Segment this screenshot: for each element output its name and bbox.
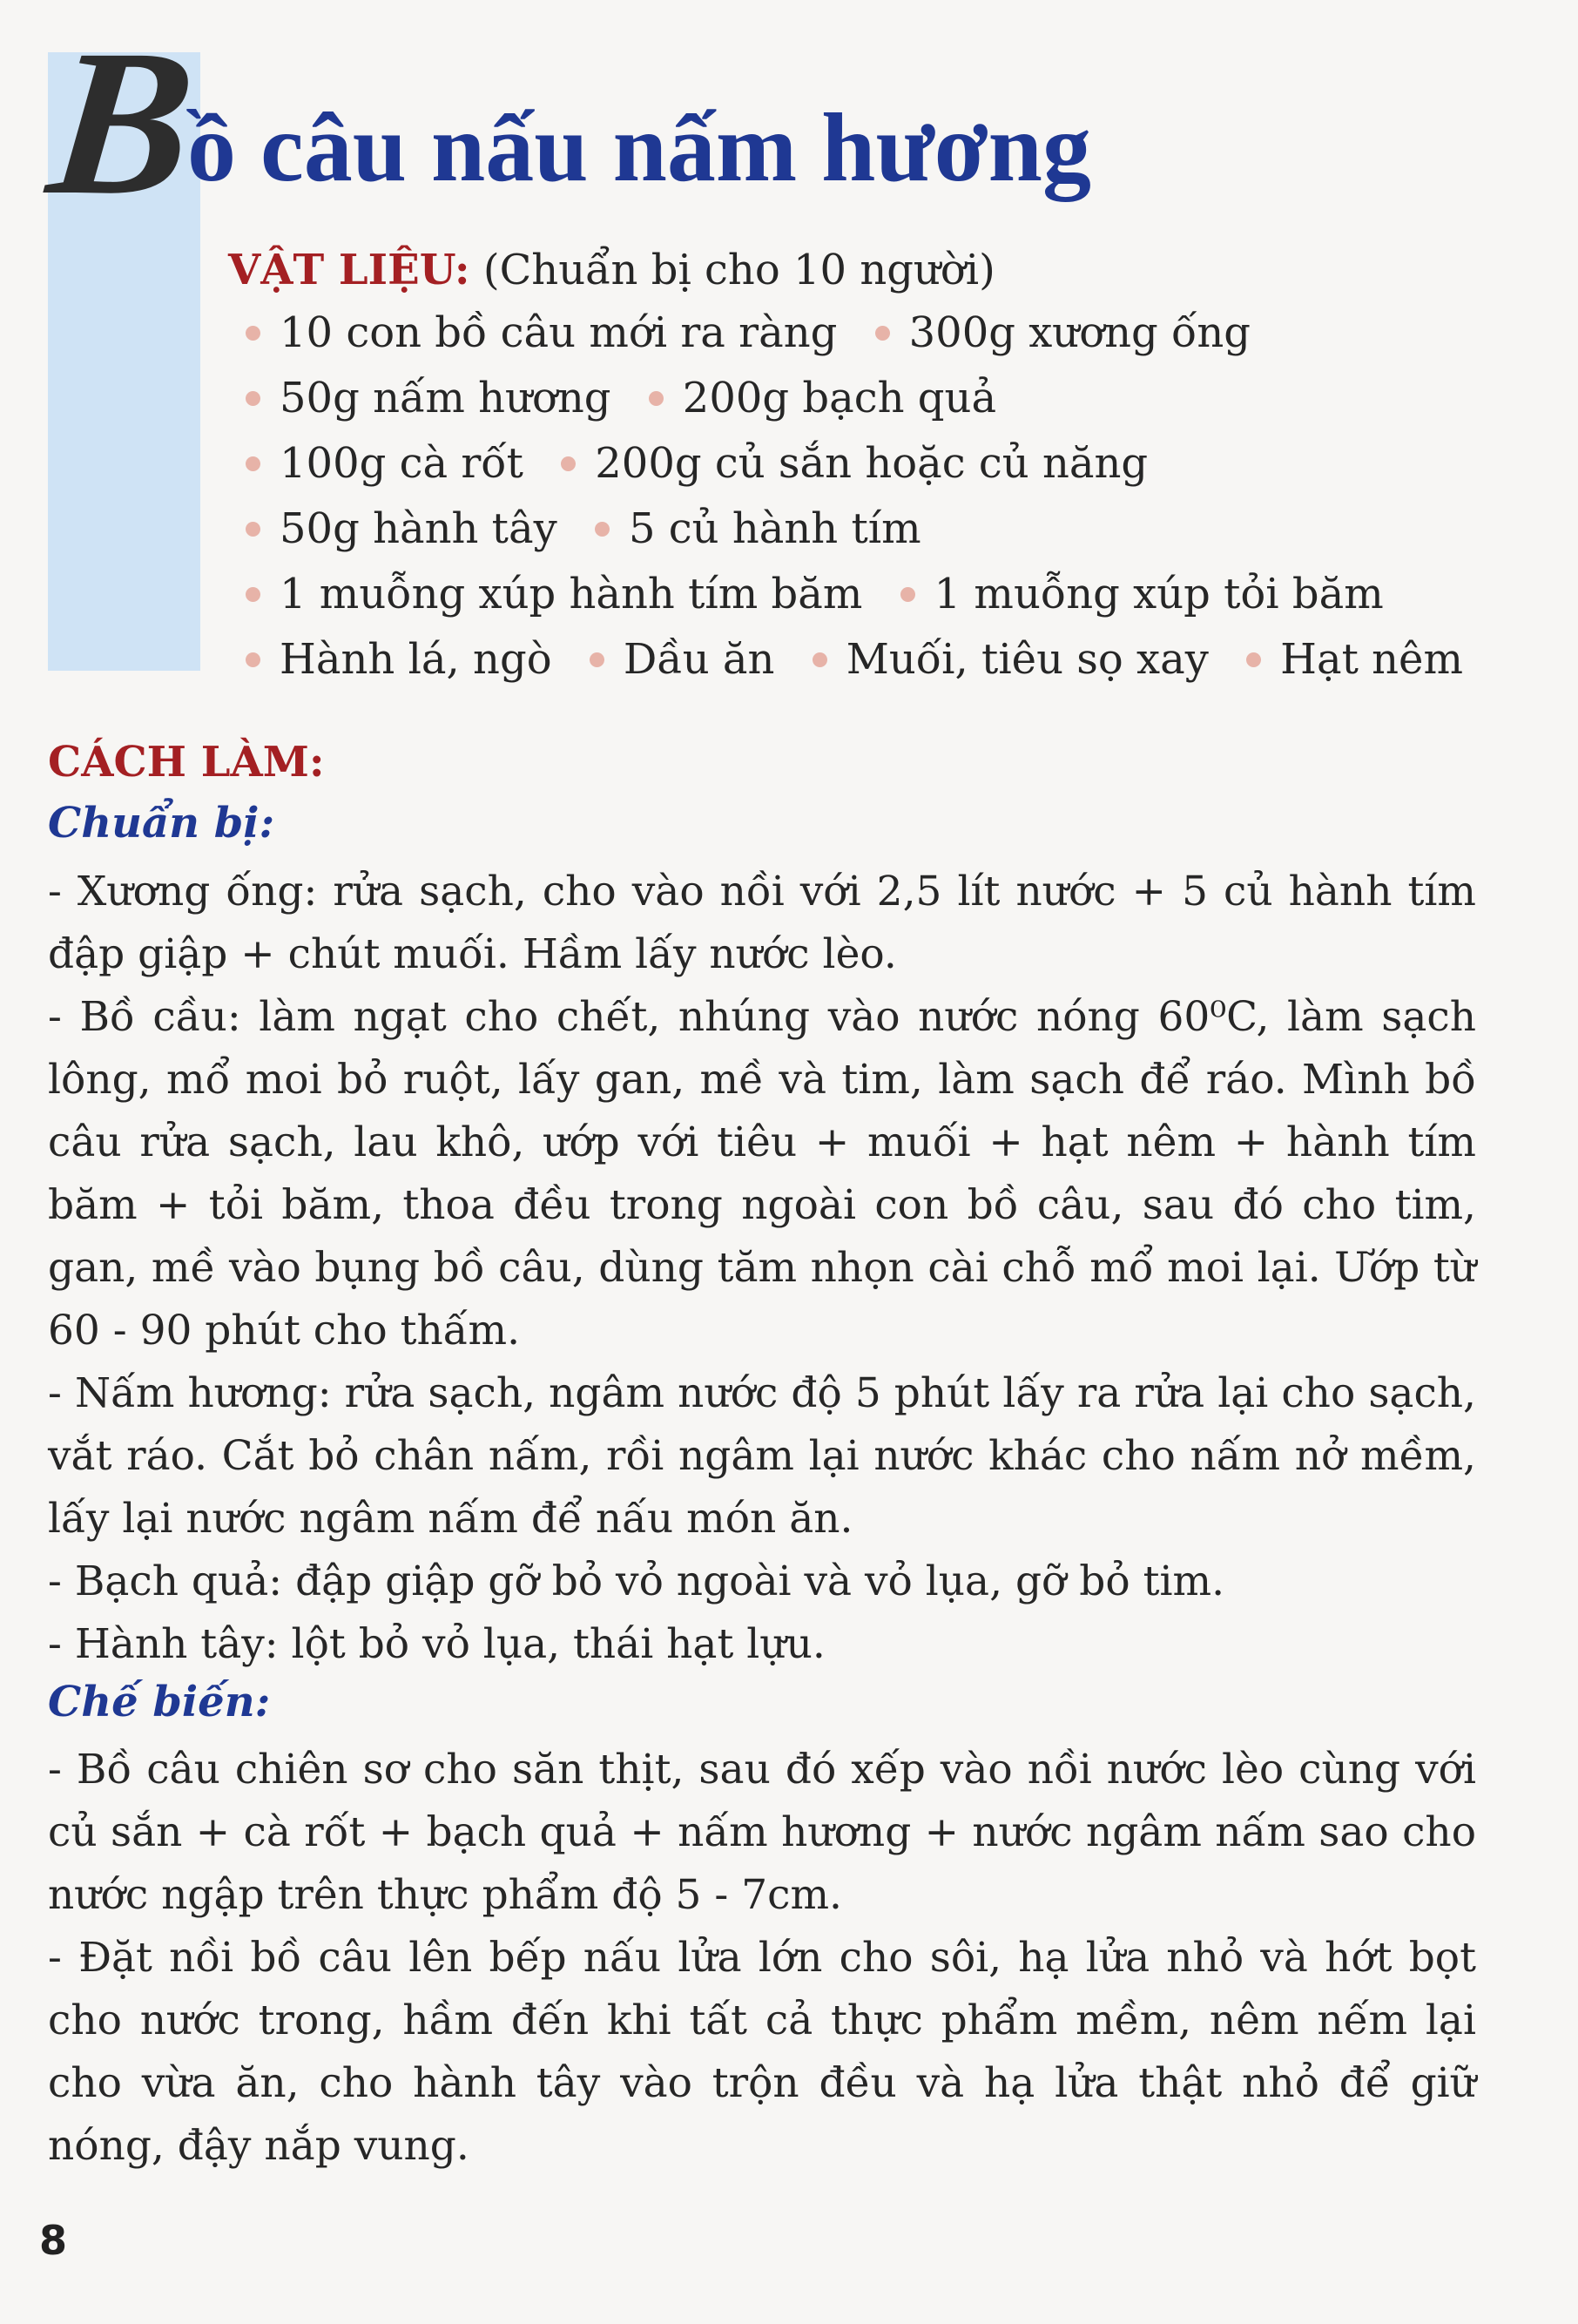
bullet-icon: [246, 456, 260, 471]
materials-heading: [228, 244, 995, 296]
ingredient-row: [246, 372, 996, 424]
cook-heading: Chế biến:: [48, 1678, 271, 1726]
ingredient-row: [246, 633, 1463, 686]
bullet-icon: [649, 391, 664, 406]
prep-step: - Nấm hương: rửa sạch, ngâm nước độ 5 phút lấy ra rửa lại cho sạch, vắt ráo. Cắt bỏ chân nấm, rồi ngâm lại nước khác cho nấm nở mềm, lấy lại nước ngâm nấm để nấu món ăn.: [48, 1369, 1476, 1543]
ingredient-item: 300g xương ống: [851, 307, 1251, 359]
ingredient-row: [246, 437, 1148, 490]
bullet-icon: [595, 522, 610, 537]
ingredient-item: Dầu ăn: [565, 633, 775, 686]
prep-step: - Xương ống: rửa sạch, cho vào nồi với 2,5 lít nước + 5 củ hành tím đập giập + chút muối. Hầm lấy nước lèo.: [48, 868, 1476, 978]
materials-label: VẬT LIỆU:: [228, 246, 470, 294]
prep-heading: Chuẩn bị:: [48, 799, 275, 848]
cook-step: - Bồ câu chiên sơ cho săn thịt, sau đó xếp vào nồi nước lèo cùng với củ sắn + cà rốt + bạch quả + nấm hương + nước ngâm nấm sao cho nước ngập trên thực phẩm độ 5 - 7cm.: [48, 1746, 1476, 1919]
ingredient-item: 200g bạch quả: [624, 372, 996, 424]
ingredient-item: 5 củ hành tím: [570, 503, 921, 555]
ingredient-item: 100g cà rốt: [246, 437, 523, 490]
ingredient-row: [246, 503, 921, 555]
prep-step: - Bồ cầu: làm ngạt cho chết, nhúng vào nước nóng 60⁰C, làm sạch lông, mổ moi bỏ ruột, lấy gan, mề và tim, làm sạch để ráo. Mình bồ câu rửa sạch, lau khô, ướp với tiêu + muối + hạt nêm + hành tím băm + tỏi băm, thoa đều trong ngoài con bồ câu, sau đó cho tim, gan, mề vào bụng bồ câu, dùng tăm nhọn cài chỗ mổ moi lại. Ướp từ 60 - 90 phút cho thấm.: [48, 993, 1476, 1355]
ingredient-row: [246, 568, 1384, 620]
ingredient-item: 50g nấm hương: [246, 372, 611, 424]
ingredient-item: 1 muỗng xúp hành tím băm: [246, 568, 862, 620]
cook-step: - Đặt nồi bồ câu lên bếp nấu lửa lớn cho sôi, hạ lửa nhỏ và hớt bọt cho nước trong, hầm đến khi tất cả thực phẩm mềm, nêm nếm lại cho vừa ăn, cho hành tây vào trộn đều và hạ lửa thật nhỏ để giữ nóng, đậy nắp vung.: [48, 1934, 1476, 2170]
bullet-icon: [590, 652, 604, 667]
bullet-icon: [875, 326, 890, 341]
prep-step: - Bạch quả: đập giập gỡ bỏ vỏ ngoài và vỏ lụa, gỡ bỏ tim.: [48, 1557, 1225, 1605]
page-number: 8: [39, 2217, 68, 2264]
page-title: ồ câu nấu nấm hương: [187, 94, 1091, 202]
ingredient-item: 1 muỗng xúp tỏi băm: [876, 568, 1384, 620]
ingredient-item: 50g hành tây: [246, 503, 557, 555]
ingredient-item: Muối, tiêu sọ xay: [788, 633, 1209, 686]
prep-step: - Hành tây: lột bỏ vỏ lụa, thái hạt lựu.: [48, 1620, 826, 1668]
bullet-icon: [561, 456, 576, 471]
ingredient-item: 200g củ sắn hoặc củ năng: [536, 437, 1148, 490]
method-heading: CÁCH LÀM:: [48, 738, 325, 787]
ingredient-item: 10 con bồ câu mới ra ràng: [246, 307, 837, 359]
bullet-icon: [1246, 652, 1261, 667]
ingredient-item: Hạt nêm: [1222, 633, 1463, 686]
materials-note: (Chuẩn bị cho 10 người): [482, 246, 995, 294]
ingredient-item: Hành lá, ngò: [246, 633, 552, 686]
bullet-icon: [246, 522, 260, 537]
bullet-icon: [900, 587, 915, 602]
bullet-icon: [246, 391, 260, 406]
bullet-icon: [813, 652, 827, 667]
bullet-icon: [246, 326, 260, 341]
bullet-icon: [246, 587, 260, 602]
bullet-icon: [246, 652, 260, 667]
ingredient-row: [246, 307, 1251, 359]
title-initial: B: [40, 6, 205, 238]
